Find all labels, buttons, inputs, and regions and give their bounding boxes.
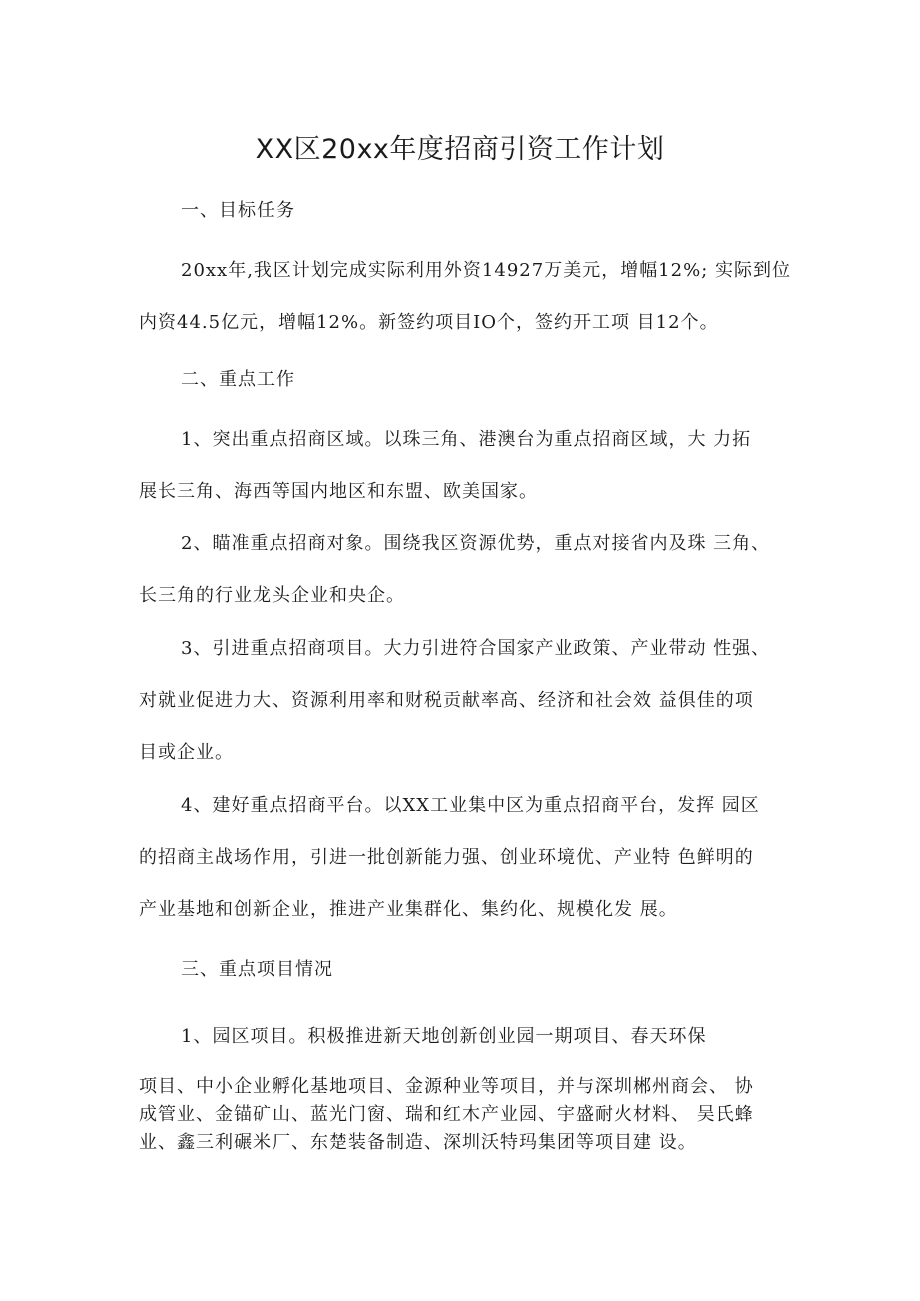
paragraph-line: 的招商主战场作用，引进一批创新能力强、创业环境优、产业特 色鲜明的 (139, 847, 754, 868)
paragraph-line: 成管业、金锚矿山、蓝光门窗、瑞和红木产业园、宇盛耐火材料、 吴氏蜂 (139, 1104, 754, 1125)
paragraph-line: 1、突出重点招商区域。以珠三角、港澳台为重点招商区域，大 力拓 (181, 429, 752, 450)
paragraph-line: 20xx年,我区计划完成实际利用外资14927万美元，增幅12%; 实际到位 (181, 260, 791, 281)
paragraph-line: 目或企业。 (139, 742, 234, 763)
section-heading-key-projects: 三、重点项目情况 (181, 959, 333, 980)
paragraph-line: 2、瞄准重点招商对象。围绕我区资源优势，重点对接省内及珠 三角、 (181, 533, 771, 554)
paragraph-line: 展长三角、海西等国内地区和东盟、欧美国家。 (139, 481, 538, 502)
paragraph-line: 1、园区项目。积极推进新天地创新创业园一期项目、春天环保 (181, 1026, 707, 1047)
paragraph-key-work-1 (139, 414, 799, 518)
paragraph-line: 长三角的行业龙头企业和央企。 (139, 585, 405, 606)
section-heading-key-work: 二、重点工作 (181, 369, 295, 390)
paragraph-key-work-2 (139, 518, 799, 622)
paragraph-line: 项目、中小企业孵化基地项目、金源种业等项目，并与深圳郴州商会、 协 (139, 1076, 754, 1097)
paragraph-project-1-body (139, 1073, 799, 1157)
paragraph-line: 3、引进重点招商项目。大力引进符合国家产业政策、产业带动 性强、 (181, 638, 771, 659)
paragraph-line: 业、鑫三利碾米厂、东楚装备制造、深圳沃特玛集团等项目建 设。 (139, 1132, 697, 1153)
paragraph-line: 产业基地和创新企业，推进产业集群化、集约化、规模化发 展。 (139, 899, 678, 920)
document-title: XX区20xx年度招商引资工作计划 (255, 134, 665, 165)
paragraph-line: 4、建好重点招商平台。以XX工业集中区为重点招商平台，发挥 园区 (181, 795, 760, 816)
paragraph-key-work-3 (139, 623, 799, 779)
paragraph-key-work-4 (139, 780, 799, 936)
paragraph-project-1-first (139, 1011, 799, 1063)
paragraph-line: 对就业促进力大、资源利用率和财税贡献率高、经济和社会效 益俱佳的项 (139, 690, 754, 711)
paragraph-line: 内资44.5亿元，增幅12%。新签约项目IO个，签约开工项 目12个。 (139, 312, 719, 333)
section-heading-goals: 一、目标任务 (181, 200, 295, 221)
paragraph-goals (139, 245, 799, 349)
